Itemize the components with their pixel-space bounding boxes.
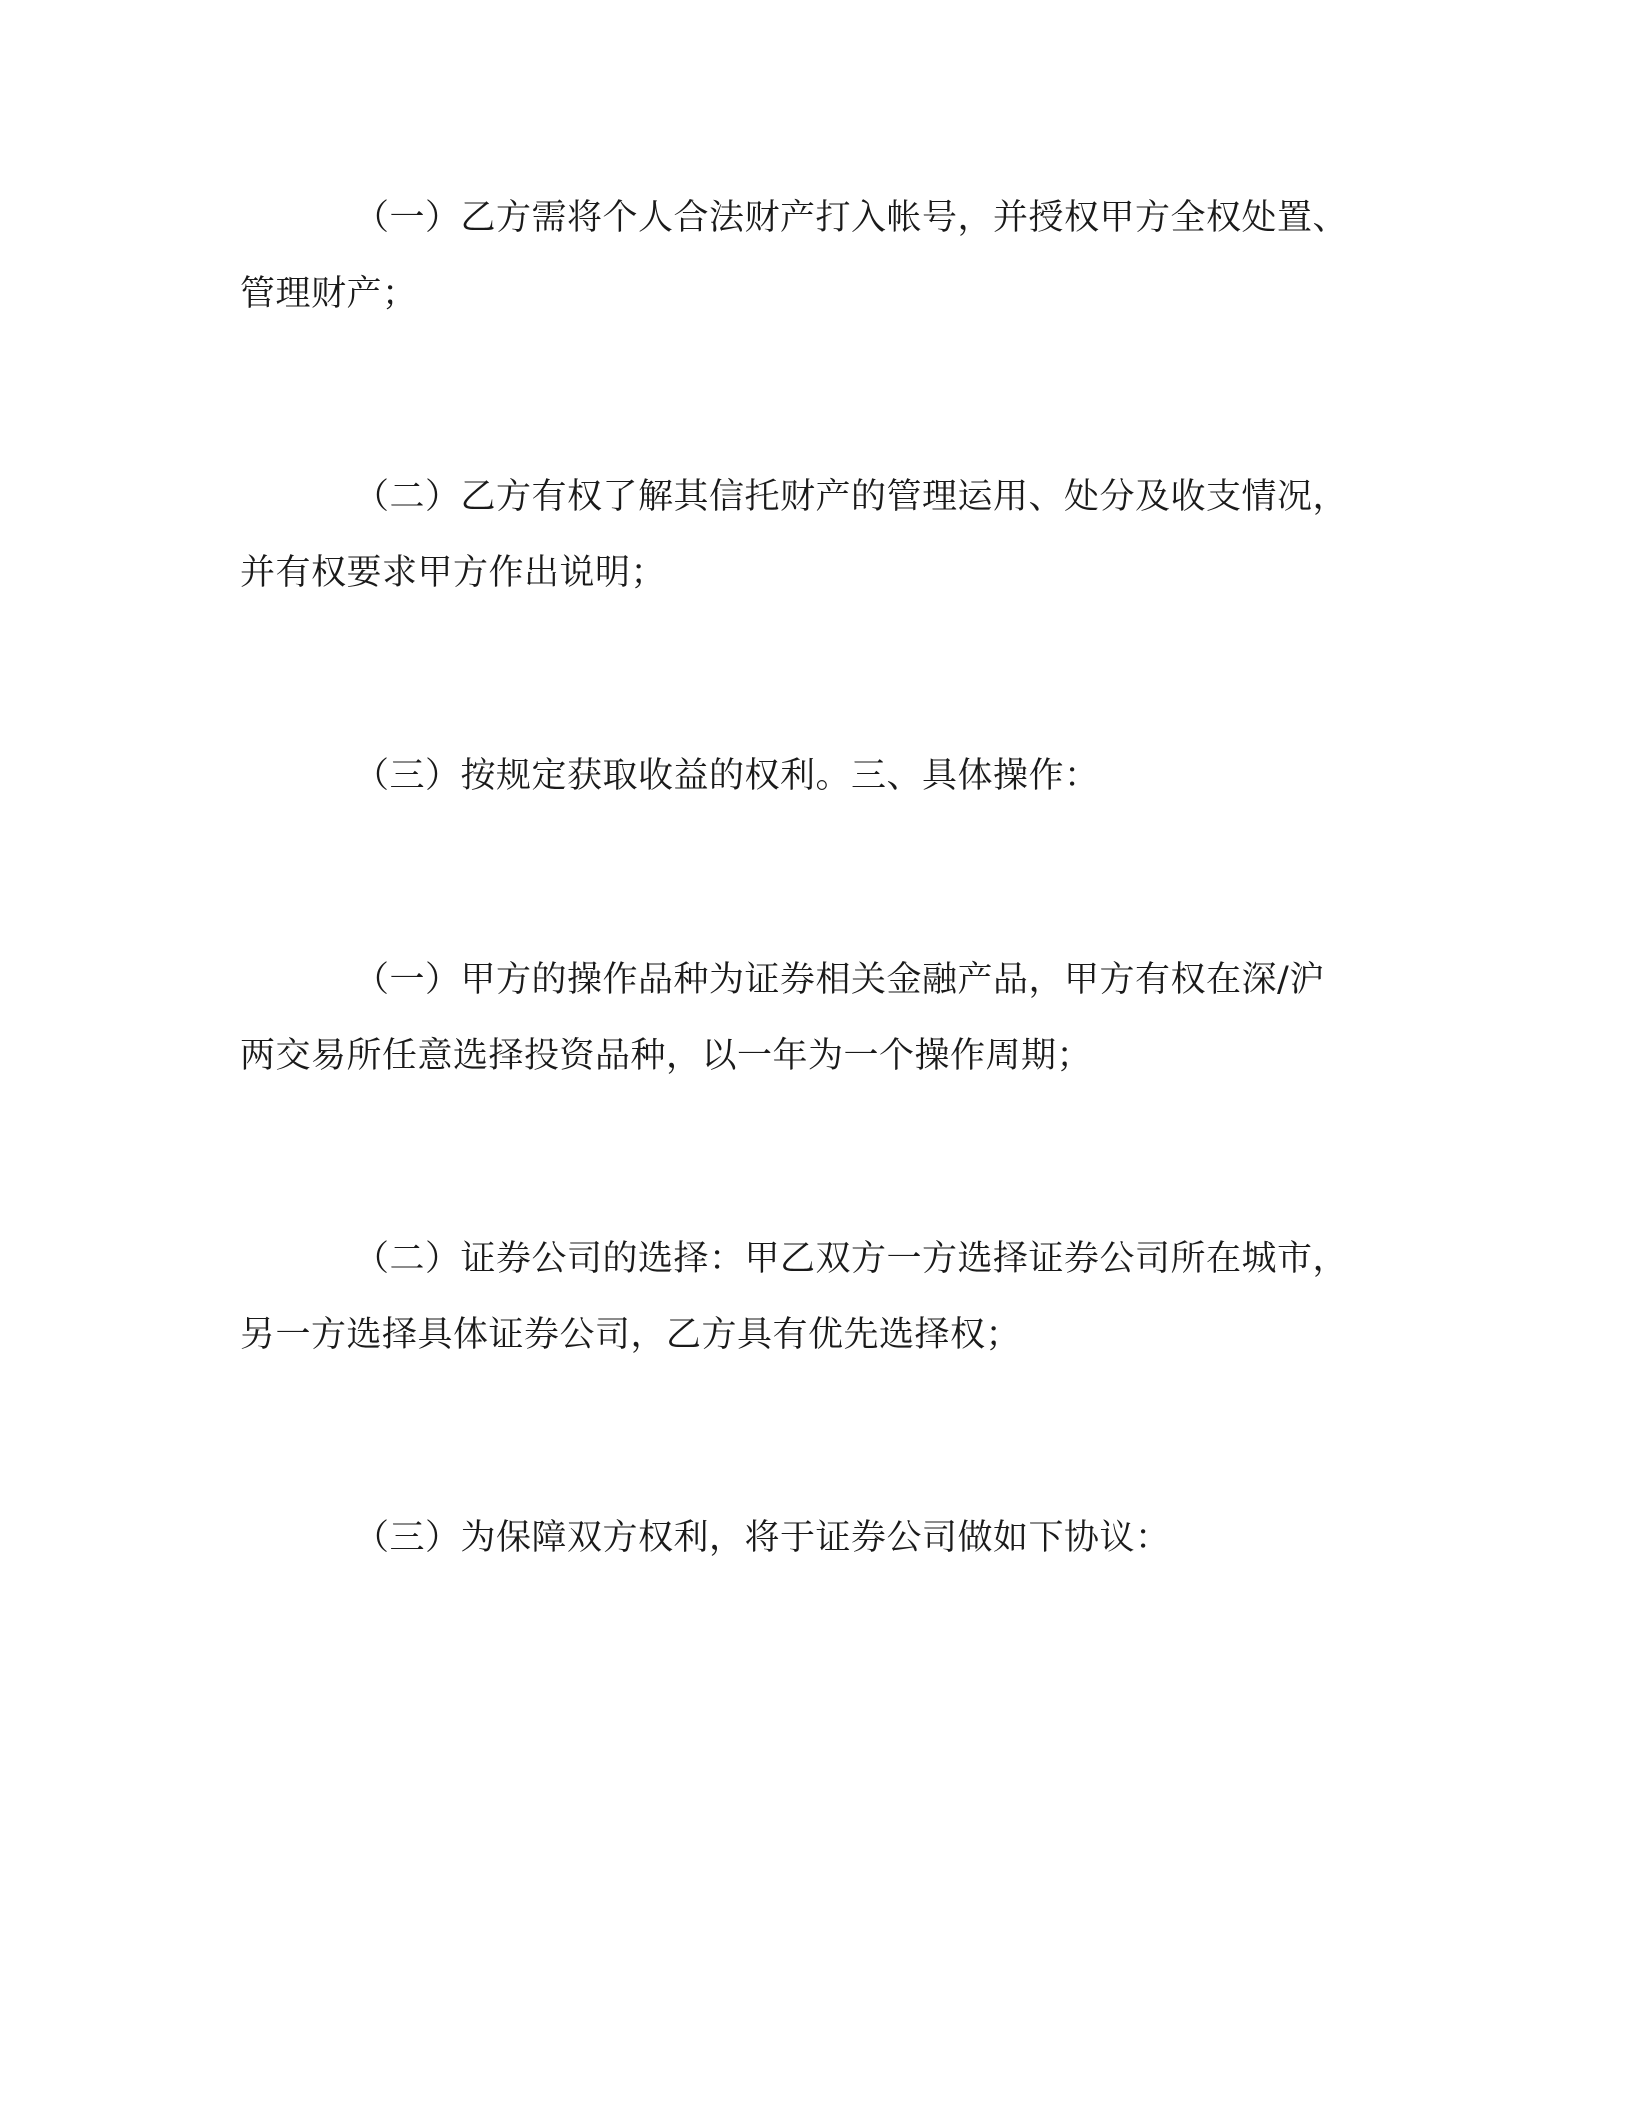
paragraph-client-deposit — [240, 180, 1360, 332]
paragraph-broker-agreement — [240, 1500, 1360, 1576]
paragraph-line: （二）证券公司的选择：甲乙双方一方选择证券公司所在城市， — [354, 1239, 1349, 1279]
paragraph-line: （三）按规定获取收益的权利。三、具体操作： — [354, 756, 1100, 796]
paragraph-line: （二）乙方有权了解其信托财产的管理运用、处分及收支情况， — [354, 477, 1349, 517]
paragraph-line: 另一方选择具体证券公司，乙方具有优先选择权； — [240, 1315, 1022, 1355]
paragraph-line: 两交易所任意选择投资品种，以一年为一个操作周期； — [240, 1036, 1093, 1076]
paragraph-line: 并有权要求甲方作出说明； — [240, 553, 667, 593]
paragraph-broker-selection — [240, 1221, 1360, 1373]
paragraph-client-rights — [240, 459, 1360, 611]
paragraph-line: 管理财产； — [240, 274, 418, 314]
paragraph-operation-products — [240, 942, 1360, 1094]
paragraph-line: （一）乙方需将个人合法财产打入帐号，并授权甲方全权处置、 — [354, 198, 1349, 238]
paragraph-line: （一）甲方的操作品种为证券相关金融产品，甲方有权在深/沪 — [354, 960, 1325, 1000]
paragraph-line: （三）为保障双方权利，将于证券公司做如下协议： — [354, 1518, 1171, 1558]
paragraph-income-rights — [240, 738, 1360, 814]
